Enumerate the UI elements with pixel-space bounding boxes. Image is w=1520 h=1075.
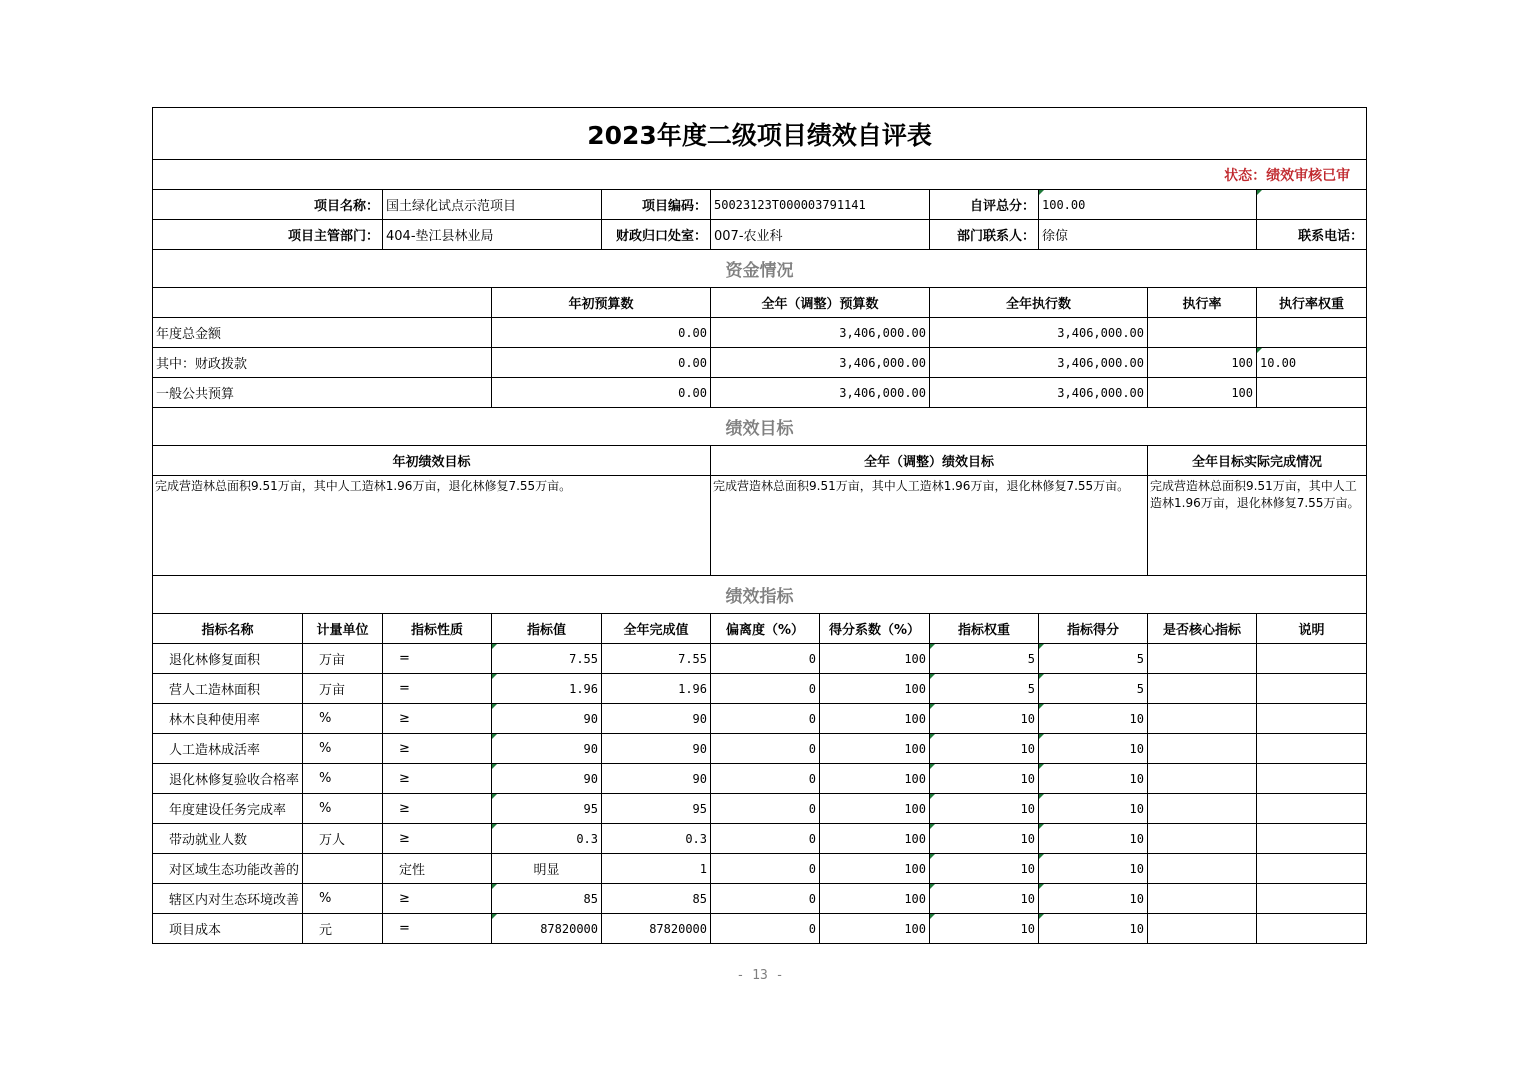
indicator-unit: % — [303, 704, 383, 734]
evaluation-table — [152, 107, 1367, 944]
goals-section-title: 绩效目标 — [153, 408, 1367, 446]
indicator-score: 10 — [1039, 794, 1148, 824]
status-badge: 状态：绩效审核已审 — [153, 160, 1367, 190]
indicator-weight: 10 — [930, 704, 1039, 734]
indicator-actual: 7.55 — [602, 644, 711, 674]
indicator-core — [1148, 644, 1257, 674]
indicator-coefficient: 100 — [820, 824, 930, 854]
indicator-actual: 85 — [602, 884, 711, 914]
funds-row-name: 年度总金额 — [153, 318, 492, 348]
indicator-note — [1257, 794, 1367, 824]
funds-executed: 3,406,000.00 — [930, 378, 1148, 408]
funds-header: 全年执行数 — [930, 288, 1148, 318]
indicator-target: 90 — [492, 764, 602, 794]
contact-label: 部门联系人： — [930, 220, 1039, 250]
indicator-score: 5 — [1039, 674, 1148, 704]
funds-row — [153, 378, 1367, 408]
contact-value: 徐倞 — [1039, 220, 1257, 250]
indicator-name: 年度建设任务完成率 — [153, 794, 303, 824]
indicator-coefficient: 100 — [820, 764, 930, 794]
funds-adjusted: 3,406,000.00 — [711, 318, 930, 348]
indicator-name: 对区域生态功能改善的 — [153, 854, 303, 884]
project-code-value: 50023123T000003791141 — [711, 190, 930, 220]
indicator-unit — [303, 854, 383, 884]
indicator-note — [1257, 824, 1367, 854]
indicator-target: 7.55 — [492, 644, 602, 674]
indicator-score: 5 — [1039, 644, 1148, 674]
indicator-header: 指标名称 — [153, 614, 303, 644]
indicator-unit: % — [303, 794, 383, 824]
indicator-nature: ≥ — [383, 734, 492, 764]
indicator-header: 说明 — [1257, 614, 1367, 644]
indicator-score: 10 — [1039, 914, 1148, 944]
funds-rate: 100 — [1148, 348, 1257, 378]
indicator-actual: 1.96 — [602, 674, 711, 704]
indicator-target: 明显 — [492, 854, 602, 884]
indicator-unit: 元 — [303, 914, 383, 944]
indicator-actual: 90 — [602, 764, 711, 794]
indicator-weight: 10 — [930, 824, 1039, 854]
table-row — [153, 704, 1367, 734]
goal-header-actual: 全年目标实际完成情况 — [1148, 446, 1367, 476]
indicator-deviation: 0 — [711, 644, 820, 674]
finance-office-value: 007-农业科 — [711, 220, 930, 250]
indicator-header: 全年完成值 — [602, 614, 711, 644]
indicator-header: 是否核心指标 — [1148, 614, 1257, 644]
indicator-name: 营人工造林面积 — [153, 674, 303, 704]
dept-value: 404-垫江县林业局 — [383, 220, 602, 250]
indicator-name: 带动就业人数 — [153, 824, 303, 854]
indicator-deviation: 0 — [711, 704, 820, 734]
indicator-core — [1148, 824, 1257, 854]
indicator-name: 人工造林成活率 — [153, 734, 303, 764]
indicator-deviation: 0 — [711, 734, 820, 764]
indicator-actual: 1 — [602, 854, 711, 884]
indicator-coefficient: 100 — [820, 794, 930, 824]
indicator-header: 指标权重 — [930, 614, 1039, 644]
indicator-unit: 万亩 — [303, 674, 383, 704]
indicator-header: 计量单位 — [303, 614, 383, 644]
table-row — [153, 884, 1367, 914]
funds-row-name: 一般公共预算 — [153, 378, 492, 408]
indicator-weight: 10 — [930, 764, 1039, 794]
indicator-deviation: 0 — [711, 794, 820, 824]
indicator-name: 退化林修复验收合格率 — [153, 764, 303, 794]
finance-office-label: 财政归口处室： — [602, 220, 711, 250]
indicator-note — [1257, 914, 1367, 944]
funds-row — [153, 348, 1367, 378]
indicator-coefficient: 100 — [820, 674, 930, 704]
indicator-name: 林木良种使用率 — [153, 704, 303, 734]
funds-header: 执行率 — [1148, 288, 1257, 318]
indicator-actual: 95 — [602, 794, 711, 824]
indicator-score: 10 — [1039, 734, 1148, 764]
indicator-note — [1257, 764, 1367, 794]
funds-executed: 3,406,000.00 — [930, 348, 1148, 378]
indicator-score: 10 — [1039, 824, 1148, 854]
indicator-core — [1148, 734, 1257, 764]
project-code-label: 项目编码： — [602, 190, 711, 220]
indicator-unit: % — [303, 734, 383, 764]
indicator-core — [1148, 764, 1257, 794]
indicator-score: 10 — [1039, 764, 1148, 794]
goal-initial-text: 完成营造林总面积9.51万亩，其中人工造林1.96万亩，退化林修复7.55万亩。 — [153, 476, 711, 576]
indicator-coefficient: 100 — [820, 884, 930, 914]
funds-adjusted: 3,406,000.00 — [711, 378, 930, 408]
indicator-unit: % — [303, 884, 383, 914]
indicators-section-title: 绩效指标 — [153, 576, 1367, 614]
indicator-actual: 90 — [602, 704, 711, 734]
indicator-nature: ≥ — [383, 884, 492, 914]
page-number: - 13 - — [736, 968, 784, 983]
funds-initial: 0.00 — [492, 378, 711, 408]
goal-header-initial: 年初绩效目标 — [153, 446, 711, 476]
empty-cell — [1257, 190, 1367, 220]
indicator-deviation: 0 — [711, 854, 820, 884]
funds-row — [153, 318, 1367, 348]
indicator-deviation: 0 — [711, 824, 820, 854]
phone-label: 联系电话： — [1257, 220, 1367, 250]
funds-header — [153, 288, 492, 318]
table-row — [153, 644, 1367, 674]
table-row — [153, 734, 1367, 764]
funds-adjusted: 3,406,000.00 — [711, 348, 930, 378]
indicator-actual: 90 — [602, 734, 711, 764]
indicator-deviation: 0 — [711, 914, 820, 944]
project-name-label: 项目名称： — [153, 190, 383, 220]
goal-adjusted-text: 完成营造林总面积9.51万亩，其中人工造林1.96万亩，退化林修复7.55万亩。 — [711, 476, 1148, 576]
indicator-weight: 10 — [930, 884, 1039, 914]
indicator-name: 辖区内对生态环境改善 — [153, 884, 303, 914]
indicator-core — [1148, 794, 1257, 824]
self-score-label: 自评总分： — [930, 190, 1039, 220]
indicator-coefficient: 100 — [820, 914, 930, 944]
indicator-nature: = — [383, 674, 492, 704]
indicator-header: 指标得分 — [1039, 614, 1148, 644]
indicator-weight: 5 — [930, 644, 1039, 674]
indicator-coefficient: 100 — [820, 644, 930, 674]
funds-weight: 10.00 — [1257, 348, 1367, 378]
funds-rate: 100 — [1148, 378, 1257, 408]
indicator-nature: ≥ — [383, 764, 492, 794]
funds-rate — [1148, 318, 1257, 348]
table-row — [153, 914, 1367, 944]
indicator-target: 90 — [492, 734, 602, 764]
indicator-score: 10 — [1039, 884, 1148, 914]
indicator-target: 87820000 — [492, 914, 602, 944]
indicator-deviation: 0 — [711, 884, 820, 914]
page-title: 2023年度二级项目绩效自评表 — [153, 108, 1367, 160]
indicator-note — [1257, 854, 1367, 884]
funds-row-name: 其中：财政拨款 — [153, 348, 492, 378]
self-score-value: 100.00 — [1039, 190, 1257, 220]
funds-header: 年初预算数 — [492, 288, 711, 318]
indicator-weight: 10 — [930, 854, 1039, 884]
table-row — [153, 794, 1367, 824]
indicator-header: 指标性质 — [383, 614, 492, 644]
indicator-name: 退化林修复面积 — [153, 644, 303, 674]
indicator-core — [1148, 704, 1257, 734]
indicator-header: 得分系数（%） — [820, 614, 930, 644]
indicator-deviation: 0 — [711, 674, 820, 704]
indicator-weight: 10 — [930, 734, 1039, 764]
funds-initial: 0.00 — [492, 348, 711, 378]
indicator-coefficient: 100 — [820, 704, 930, 734]
indicator-core — [1148, 854, 1257, 884]
indicator-coefficient: 100 — [820, 734, 930, 764]
indicator-nature: ≥ — [383, 824, 492, 854]
indicator-note — [1257, 674, 1367, 704]
indicator-nature: ≥ — [383, 794, 492, 824]
goal-actual-text: 完成营造林总面积9.51万亩，其中人工造林1.96万亩，退化林修复7.55万亩。 — [1148, 476, 1367, 576]
indicator-nature: ≥ — [383, 704, 492, 734]
indicator-nature: 定性 — [383, 854, 492, 884]
table-row — [153, 764, 1367, 794]
indicator-coefficient: 100 — [820, 854, 930, 884]
indicator-unit: % — [303, 764, 383, 794]
project-name-value: 国土绿化试点示范项目 — [383, 190, 602, 220]
indicator-target: 0.3 — [492, 824, 602, 854]
indicator-core — [1148, 884, 1257, 914]
indicator-target: 85 — [492, 884, 602, 914]
indicator-actual: 0.3 — [602, 824, 711, 854]
indicator-score: 10 — [1039, 854, 1148, 884]
funds-executed: 3,406,000.00 — [930, 318, 1148, 348]
indicator-nature: = — [383, 644, 492, 674]
indicator-score: 10 — [1039, 704, 1148, 734]
indicator-core — [1148, 674, 1257, 704]
indicator-unit: 万人 — [303, 824, 383, 854]
indicator-weight: 10 — [930, 914, 1039, 944]
funds-header: 执行率权重 — [1257, 288, 1367, 318]
indicator-actual: 87820000 — [602, 914, 711, 944]
indicator-target: 95 — [492, 794, 602, 824]
indicator-target: 1.96 — [492, 674, 602, 704]
indicator-nature: = — [383, 914, 492, 944]
indicator-weight: 10 — [930, 794, 1039, 824]
indicator-note — [1257, 644, 1367, 674]
indicator-header: 指标值 — [492, 614, 602, 644]
funds-initial: 0.00 — [492, 318, 711, 348]
indicator-unit: 万亩 — [303, 644, 383, 674]
indicator-core — [1148, 914, 1257, 944]
funds-weight — [1257, 378, 1367, 408]
indicator-note — [1257, 704, 1367, 734]
indicator-weight: 5 — [930, 674, 1039, 704]
table-row — [153, 854, 1367, 884]
table-row — [153, 824, 1367, 854]
evaluation-sheet — [152, 107, 1366, 944]
indicator-name: 项目成本 — [153, 914, 303, 944]
indicator-deviation: 0 — [711, 764, 820, 794]
funds-header: 全年（调整）预算数 — [711, 288, 930, 318]
funds-section-title: 资金情况 — [153, 250, 1367, 288]
indicator-note — [1257, 884, 1367, 914]
goal-header-adjusted: 全年（调整）绩效目标 — [711, 446, 1148, 476]
funds-weight — [1257, 318, 1367, 348]
indicator-target: 90 — [492, 704, 602, 734]
table-row — [153, 674, 1367, 704]
dept-label: 项目主管部门： — [153, 220, 383, 250]
indicator-header: 偏离度（%） — [711, 614, 820, 644]
indicator-note — [1257, 734, 1367, 764]
